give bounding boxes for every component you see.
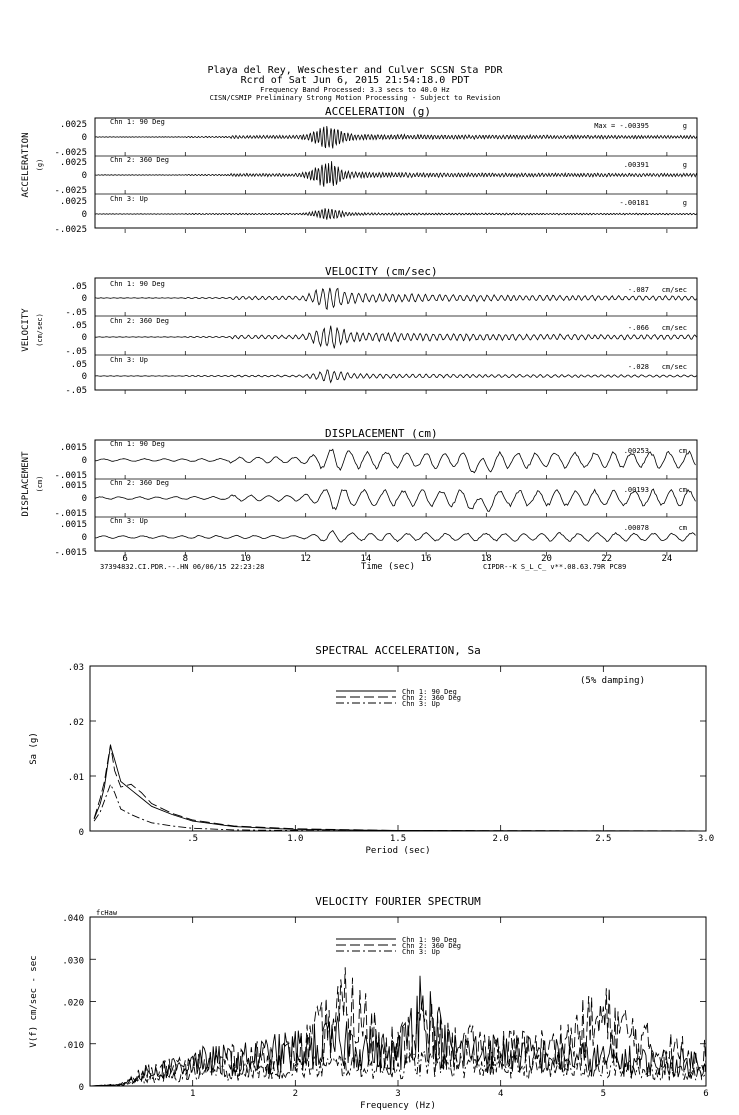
waveform-1 (95, 489, 696, 511)
tick-label-top: .0015 (59, 481, 87, 491)
legend-label-2: Chn 3: Up (402, 700, 440, 708)
peak-unit: cm (678, 524, 687, 532)
x-tick-label: 16 (420, 554, 432, 564)
legend-label-1: Chn 2: 360 Deg (402, 942, 462, 950)
time-history-panel-0 (21, 105, 697, 235)
x-tick-label: 1.5 (389, 834, 407, 844)
y-tick-label: .040 (62, 914, 84, 924)
tick-label-top: .05 (70, 321, 87, 331)
peak-unit: cm/sec (661, 286, 687, 294)
tick-label-top: .0015 (59, 520, 87, 530)
x-tick-label: 18 (480, 554, 492, 564)
tick-label-bottom: -.05 (65, 308, 87, 318)
x-tick-label: 2.0 (492, 834, 509, 844)
panel-frame (95, 440, 697, 551)
y-axis-label: ACCELERATION (21, 132, 31, 198)
x-tick-label: 24 (661, 554, 673, 564)
channel-0 (54, 118, 697, 158)
tick-label-zero: 0 (81, 494, 87, 504)
chart-annotation: (5% damping) (580, 676, 646, 686)
peak-unit: cm/sec (661, 363, 687, 371)
footer-left: 37394832.CI.PDR.--.HN 06/06/15 22:23:28 (100, 563, 265, 571)
x-tick-label: 3.0 (697, 834, 715, 844)
header-line2: Rcrd of Sat Jun 6, 2015 21:54:18.0 PDT (240, 75, 470, 86)
waveform-2 (95, 370, 696, 383)
channel-label: Chn 2: 360 Deg (110, 317, 170, 325)
x-tick-label: 4 (497, 1089, 504, 1099)
waveform-2 (95, 208, 697, 219)
y-tick-label: .01 (67, 773, 84, 783)
plot-frame (90, 666, 706, 831)
legend-label-0: Chn 1: 90 Deg (402, 936, 457, 944)
y-axis-label: V(f) cm/sec - sec (29, 955, 39, 1048)
tick-label-zero: 0 (81, 533, 87, 543)
peak-unit: cm (678, 447, 687, 455)
peak-value: -.087 (627, 286, 649, 294)
peak-unit: cm (678, 486, 687, 494)
peak-value: -.066 (627, 324, 649, 332)
y-tick-label: 0 (78, 1083, 84, 1093)
x-tick-label: 5 (600, 1089, 607, 1099)
panel-frame (95, 278, 697, 390)
x-tick-label: 2.5 (595, 834, 612, 844)
header-line3: Frequency Band Processed: 3.3 secs to 40.0 Hz (260, 86, 450, 94)
tick-label-top: .0025 (59, 158, 87, 168)
tick-label-zero: 0 (81, 210, 87, 220)
time-history-panels (21, 105, 697, 572)
y-tick-label: 0 (78, 828, 84, 838)
tick-label-bottom: -.05 (65, 386, 87, 396)
peak-value: -.00181 (619, 199, 649, 207)
x-axis-label: Time (sec) (360, 562, 416, 572)
channel-1 (65, 317, 697, 357)
tick-label-top: .05 (70, 282, 87, 292)
peak-value: Max = -.00395 (594, 122, 649, 130)
chart-title: VELOCITY FOURIER SPECTRUM (315, 895, 481, 908)
y-axis-label: VELOCITY (21, 308, 31, 352)
series-line-2 (94, 784, 706, 831)
x-axis-label: Frequency (Hz) (360, 1101, 436, 1111)
header-line4: CISN/CSMIP Preliminary Strong Motion Processing - Subject to Revision (209, 94, 501, 102)
x-tick-label: 20 (541, 554, 552, 564)
peak-unit: g (682, 122, 687, 130)
peak-unit: g (682, 161, 687, 169)
panel-frame (95, 118, 697, 228)
legend-label-0: Chn 1: 90 Deg (402, 688, 457, 696)
waveform-1 (95, 326, 696, 349)
time-history-panel-1 (21, 265, 697, 396)
channel-label: Chn 3: Up (110, 517, 148, 525)
tick-label-zero: 0 (81, 294, 87, 304)
footer-right: CIPDR--K S_L_C_ v**.08.63.79R PC89 (483, 563, 627, 571)
y-tick-label: .010 (62, 1040, 84, 1051)
waveform-0 (95, 288, 696, 309)
legend-label-2: Chn 3: Up (402, 948, 440, 956)
x-tick-label: 22 (601, 554, 613, 564)
channel-0 (65, 280, 697, 318)
peak-value: .00253 (623, 447, 649, 455)
x-tick-label: 14 (360, 554, 372, 564)
y-axis-label: DISPLACEMENT (21, 451, 31, 517)
tick-label-zero: 0 (81, 333, 87, 343)
y-axis-unit: (cm/sec) (36, 313, 44, 347)
chart-title: SPECTRAL ACCELERATION, Sa (315, 644, 481, 657)
channel-2 (54, 517, 695, 558)
series-line-0 (94, 746, 706, 831)
channel-label: Chn 3: Up (110, 356, 148, 364)
x-tick-label: 6 (122, 554, 128, 564)
tick-label-zero: 0 (81, 133, 87, 143)
series-line-1 (90, 967, 706, 1086)
tick-label-top: .0025 (59, 197, 87, 207)
peak-value: -.028 (627, 363, 649, 371)
y-axis-unit: (g) (36, 158, 44, 172)
x-tick-label: 10 (240, 554, 251, 564)
tick-label-top: .0015 (59, 443, 87, 453)
chart-annotation: fcHaw (96, 909, 118, 917)
tick-label-bottom: -.0015 (54, 509, 87, 519)
tick-label-zero: 0 (81, 372, 87, 382)
peak-value: .00193 (623, 486, 649, 494)
x-tick-label: 3 (395, 1089, 401, 1099)
tick-label-bottom: -.0025 (54, 148, 87, 158)
x-tick-label: 6 (703, 1089, 709, 1099)
panel-title: ACCELERATION (g) (325, 105, 431, 118)
channel-label: Chn 1: 90 Deg (110, 440, 165, 448)
tick-label-top: .0025 (59, 120, 87, 130)
tick-label-bottom: -.05 (65, 347, 87, 357)
channel-label: Chn 2: 360 Deg (110, 479, 170, 487)
waveform-1 (95, 161, 697, 187)
peak-value: .00078 (623, 524, 649, 532)
velocity-fourier-spectrum-chart (29, 895, 709, 1111)
tick-label-bottom: -.0025 (54, 225, 87, 235)
peak-unit: g (682, 199, 687, 207)
y-tick-label: .030 (62, 956, 84, 967)
x-axis-label: Period (sec) (365, 846, 431, 856)
waveform-2 (95, 531, 696, 542)
y-tick-label: .03 (67, 663, 84, 673)
header-line1: Playa del Rey, Weschester and Culver SCSN Sta PDR (207, 65, 503, 76)
tick-label-zero: 0 (81, 456, 87, 466)
tick-label-top: .05 (70, 360, 87, 370)
channel-label: Chn 1: 90 Deg (110, 118, 165, 126)
channel-label: Chn 3: Up (110, 195, 148, 203)
legend-label-1: Chn 2: 360 Deg (402, 694, 462, 702)
tick-label-zero: 0 (81, 171, 87, 181)
x-tick-label: 2 (292, 1089, 299, 1099)
x-tick-label: 1 (189, 1089, 196, 1099)
channel-label: Chn 2: 360 Deg (110, 156, 170, 164)
series-line-0 (90, 976, 706, 1086)
tick-label-bottom: -.0015 (54, 471, 87, 481)
y-axis-unit: (cm) (36, 475, 44, 493)
tick-label-bottom: -.0025 (54, 186, 87, 196)
channel-0 (54, 440, 697, 481)
peak-unit: cm/sec (661, 324, 687, 332)
x-tick-label: .5 (187, 834, 199, 844)
channel-2 (54, 195, 697, 235)
panel-title: VELOCITY (cm/sec) (325, 265, 438, 278)
peak-value: .00391 (623, 161, 649, 169)
channel-label: Chn 1: 90 Deg (110, 280, 165, 288)
waveform-0 (95, 449, 696, 472)
x-tick-label: 12 (300, 554, 312, 564)
y-tick-label: .02 (67, 718, 84, 728)
channel-1 (54, 479, 697, 519)
channel-1 (54, 156, 697, 196)
x-tick-label: 1.0 (287, 834, 304, 844)
spectral-acceleration-chart (29, 644, 714, 856)
y-tick-label: .020 (62, 998, 84, 1009)
y-axis-label: Sa (g) (29, 732, 39, 765)
time-history-panel-2 (21, 427, 697, 572)
x-tick-label: 8 (182, 554, 189, 564)
panel-title: DISPLACEMENT (cm) (325, 427, 438, 440)
series-line-1 (94, 745, 706, 831)
tick-label-bottom: -.0015 (54, 548, 87, 558)
